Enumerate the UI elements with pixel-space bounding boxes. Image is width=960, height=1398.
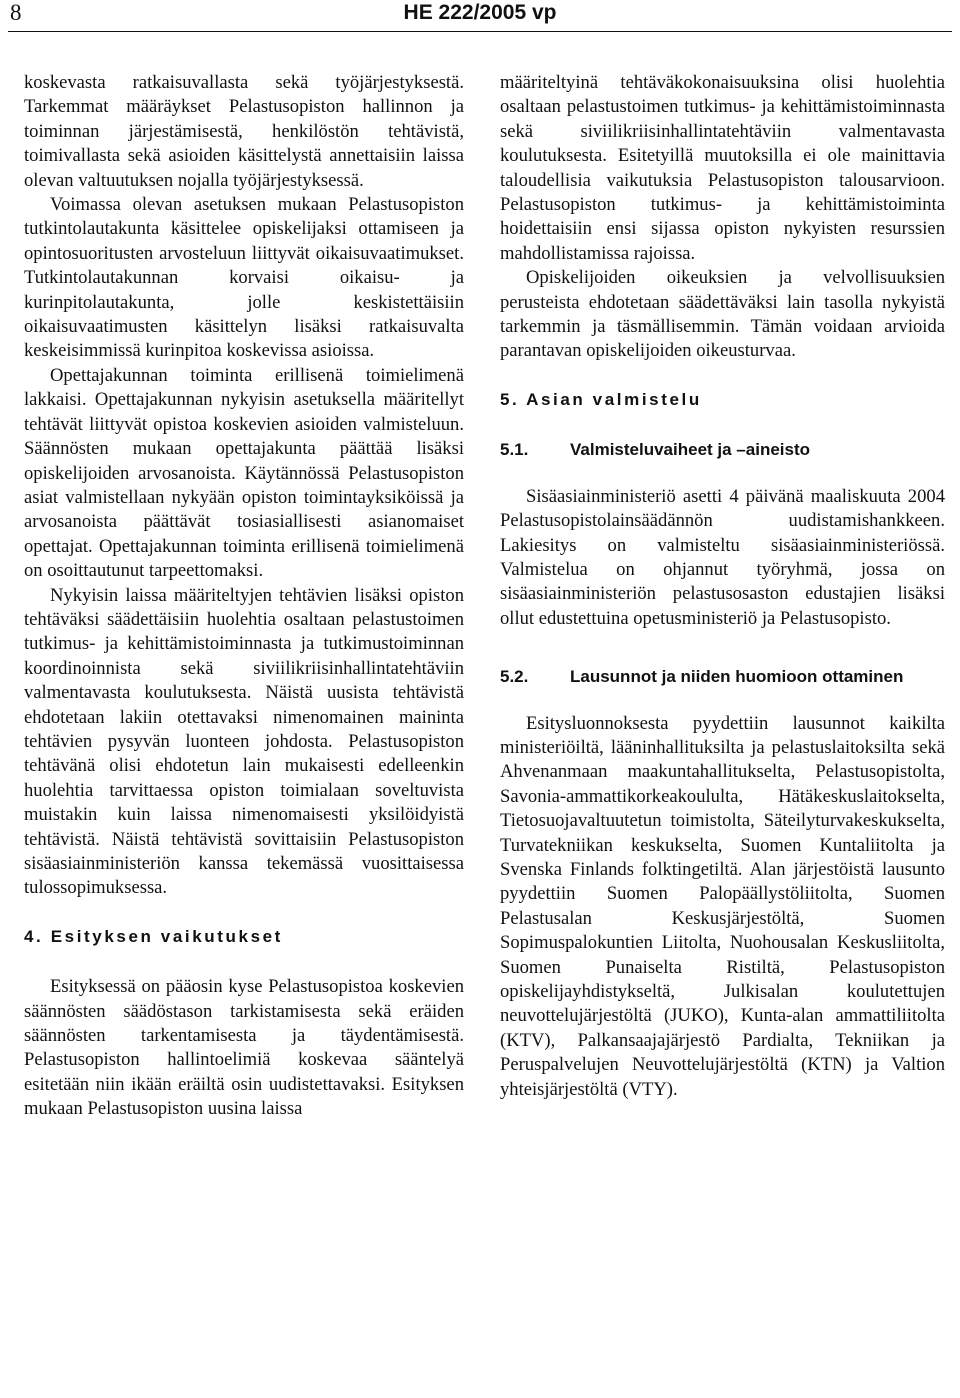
paragraph: Esityksessä on pääosin kyse Pelastusopistoa koskevien säännösten säädöstason tarkistamisesta sekä eräiden säännösten tarkentamisesta ja täydentämisestä. Pelastusopiston hallintoelimiä koskevaa sääntelyä esitetään niin ikään eräiltä osin uudistettavaksi. Esityksen mukaan Pelastusopiston uusina laissa bbox=[24, 976, 464, 1120]
subsection-5-1-heading bbox=[500, 438, 945, 462]
document-id: HE 222/2005 vp bbox=[403, 1, 557, 24]
subsection-number: 5.2. bbox=[500, 667, 529, 687]
subsection-number: 5.1. bbox=[500, 440, 529, 460]
paragraph: Opiskelijoiden oikeuksien ja velvollisuuksien perusteista ehdotetaan säädettäväksi lain tasolla nykyistä tarkemmin ja täsmällisemmin. Tämän voidaan arvioida parantavan opiskelijoiden oikeusturvaa. bbox=[500, 267, 945, 362]
paragraph: määriteltyinä tehtäväkokonaisuuksina olisi huolehtia osaltaan pelastustoimen tutkimus- ja kehittämistoiminnasta sekä siviilikriisinhallintatehtäviin valmentavasta koulutuksesta. Esitetyillä muutoksilla ei ole mainittavia taloudellisia vaikutuksia Pelastusopiston talousarvioon. Pelastusopiston tutkimus- ja kehittämistoiminta hoidettaisiin ensi sijassa opiston nykyisten resurssien mahdollistamissa rajoissa. bbox=[500, 72, 945, 264]
right-column bbox=[500, 71, 945, 1102]
paragraph: Opettajakunnan toiminta erillisenä toimielimenä lakkaisi. Opettajakunnan nykyisin asetuksella määritellyt tehtävät liittyvät opistoa koskevien asioiden valmisteluun. Säännösten mukaan opettajakunta päättää lisäksi opiskelijoiden arvosanoista. Käytännössä Pelastusopiston asiat valmistellaan nykyään opiston toimintayksiköissä ja arvosanoista päättävät tosiasiallisesti asianomaiset opettajat. Opettajakunnan toiminta erillisenä toimielimenä on osoittautunut tarpeettomaksi. bbox=[24, 364, 464, 582]
paragraph: koskevasta ratkaisuvallasta sekä työjärjestyksestä. Tarkemmat määräykset Pelastusopiston hallinnon ja toiminnan järjestämisestä, henkilöstön tehtävistä, toimivallasta sekä asioiden käsittelystä annettaisiin laissa olevan valtuutuksen nojalla työjärjestyksessä. bbox=[24, 72, 464, 191]
page-header bbox=[0, 0, 960, 40]
page-number: 8 bbox=[10, 0, 22, 25]
paragraph: Esitysluonnoksesta pyydettiin lausunnot kaikilta ministeriöiltä, lääninhallituksilta ja pelastuslaitoksilta sekä Ahvenanmaan maakuntahallitukselta, Pelastusopistolta, Savonia-ammattikorkeakoululta, Hätäkeskuslaitokselta, Tietosuojavaltuutetun toimistolta, Säteilyturvakeskukselta, Turvatekniikan keskukselta, Suomen Kuntaliitolta ja Svenska Finlands folktingetiltä. Alan järjestöistä lausunto pyydettiin Suomen Palopäällystöliitolta, Suomen Pelastusalan Keskusjärjestöltä, Suomen Sopimuspalokuntien Liitolta, Nuohousalan Keskusliitolta, Suomen Punaiselta Ristiltä, Pelastusopiston opiskelijayhdistykseltä, Julkisalan koulutettujen neuvottelujärjestöltä (JUKO), Kunta-alan ammattiliitolta (KTV), Palkansaajajärjestö Pardialta, Tekniikan ja Peruspalvelujen Neuvottelujärjestöltä (KTN) ja Valtion yhteisjärjestöltä (VTY). bbox=[500, 712, 945, 1100]
section-5-heading: 5. Asian valmistelu bbox=[500, 389, 702, 409]
subsection-5-2-heading bbox=[500, 665, 945, 689]
subsection-title: Lausunnot ja niiden huomioon ottaminen bbox=[570, 667, 904, 687]
paragraph: Sisäasiainministeriö asetti 4 päivänä maaliskuuta 2004 Pelastusopistolainsäädännön uudistamishankkeen. Lakiesitys on valmisteltu sisäasiainministeriössä. Valmistelua on ohjannut työryhmä, jossa on sisäasiainministeriön pelastusosaston edustajien lisäksi ollut edustettuina opetusministeriö ja Pelastusopisto. bbox=[500, 485, 945, 629]
header-rule bbox=[8, 31, 952, 32]
subsection-title: Valmisteluvaiheet ja –aineisto bbox=[570, 440, 811, 460]
left-column bbox=[24, 71, 464, 1122]
section-4-heading: 4. Esityksen vaikutukset bbox=[24, 926, 283, 946]
paragraph: Nykyisin laissa määriteltyjen tehtävien lisäksi opiston tehtäväksi säädettäisiin huolehtia osaltaan pelastustoimen tutkimus- ja kehittämistoiminnasta ja tutkimustoiminnan koordinoinnista sekä siviilikriisinhallintatehtäviin valmentavasta koulutuksesta. Näistä uusista tehtävistä ehdotetaan lakiin otettavaksi nimenomainen maininta tehtävien pysyvän luonteen johdosta. Pelastusopiston tehtävänä olisi ehdotetun lain mukaisesti edelleenkin huolehtia tarvittaessa opiston toimialaan soveltuvista muistakin kuin laissa nimenomaisesti yksilöidyistä tehtävistä. Näistä tehtävistä sovittaisiin Pelastusopiston sisäasiainministeriön kanssa tekemässä vuosittaisessa tulossopimuksessa. bbox=[24, 584, 464, 899]
paragraph: Voimassa olevan asetuksen mukaan Pelastusopiston tutkintolautakunta käsittelee opiskelijaksi ottamiseen ja opintosuoritusten arvosteluun liittyvät oikaisuvaatimukset. Tutkintolautakunnan korvaisi oikaisu- ja kurinpitolautakunta, jolle keskistettäisiin oikaisuvaatimusten käsittelyn lisäksi ratkaisuvalta keskeisimmissä kurinpitoa koskevissa asioissa. bbox=[24, 194, 464, 362]
